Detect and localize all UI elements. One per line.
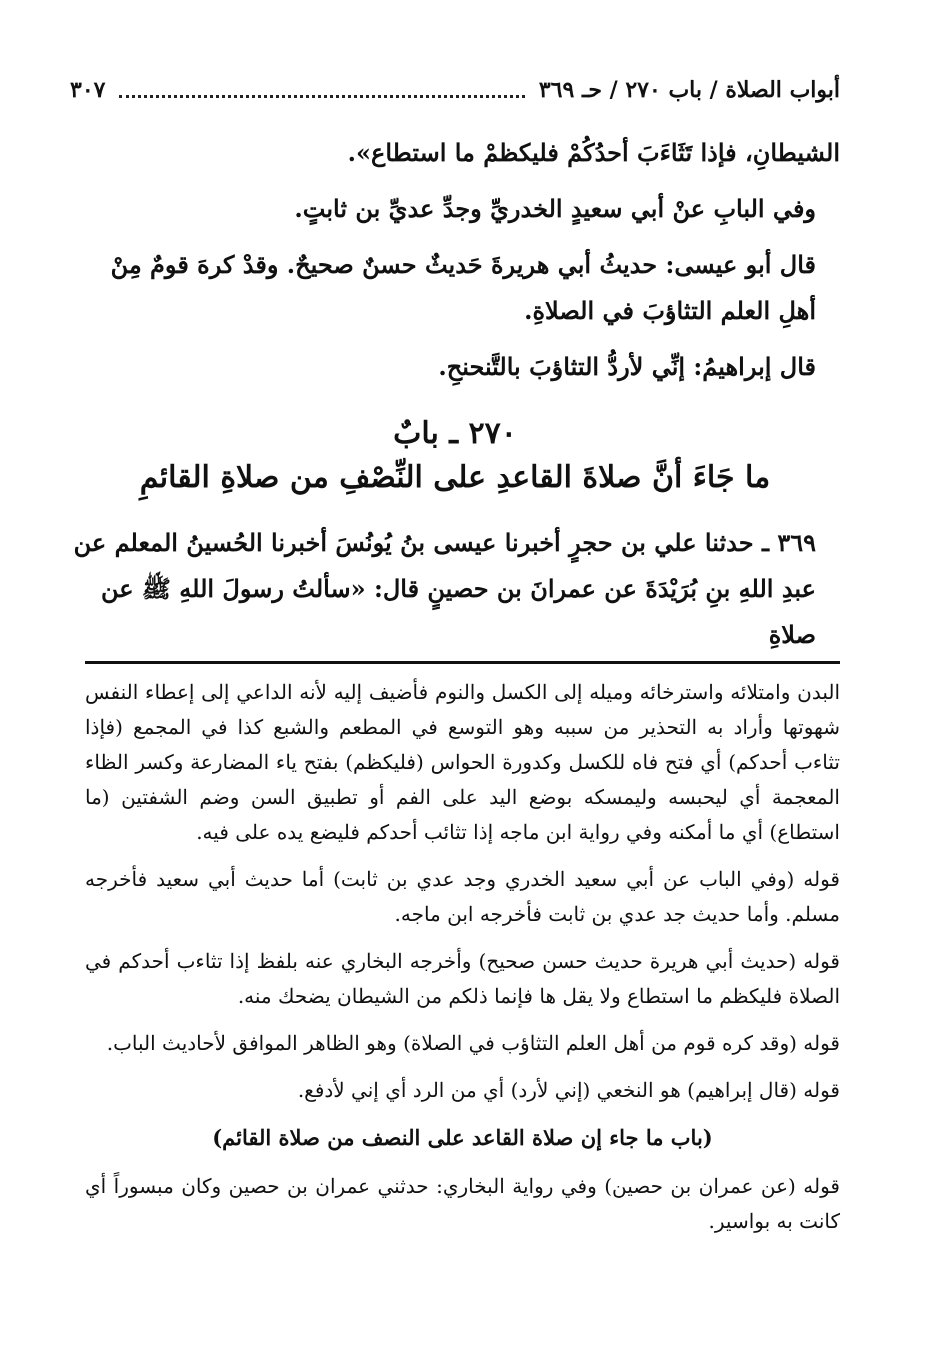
header-leader-dots <box>119 83 524 98</box>
main-paragraph-1: الشيطانِ، فإذا تَثَاءَبَ أحدُكُمْ فليكظمْ ما استطاع». <box>347 138 840 167</box>
commentary-paragraph-6: قوله (عن عمران بن حصين) وفي رواية البخاري: حدثني عمران بن حصين وكان مبسوراً أي كانت به بواسير. <box>85 1174 840 1233</box>
commentary-paragraph-1: البدن وامتلائه واسترخائه وميله إلى الكسل والنوم فأضيف إليه لأنه الداعي إلى إعطاء النفس شهوتها وأراد به التحذير من سببه وهو التوسع في المطعم والشبع كذا في المجمع (فإذا تثاءب أحدكم) أي فتح فاه للكسل وكدورة الحواس (فليكظم) بفتح ياء المضارعة وكسر الظاء المعجمة أي ليحبسه وليمسكه بوضع اليد على الفم أو تطبيق السن وضم الشفتين (ما استطاع) أي ما أمكنه وفي رواية ابن ماجه إذا تثائب أحدكم فليضع يده على فيه. <box>85 680 840 844</box>
commentary-paragraph-3: قوله (حديث أبي هريرة حديث حسن صحيح) وأخرجه البخاري عنه بلفظ إذا تثاءب أحدكم في الصلاة فليكظم ما استطاع ولا يقل ها فإنما ذلكم من الشيطان يضحك منه. <box>85 949 840 1008</box>
commentary-paragraph-4: قوله (وقد كره قوم من أهل العلم التثاؤب في الصلاة) وهو الظاهر الموافق لأحاديث الباب. <box>106 1031 840 1055</box>
running-title: أبواب الصلاة / باب ٢٧٠ / حـ ٣٦٩ <box>538 77 840 103</box>
chapter-title: ما جَاءَ أنَّ صلاةَ القاعدِ على النِّصْفِ من صلاةِ القائمِ <box>139 460 771 495</box>
commentary-subheading: (باب ما جاء إن صلاة القاعد على النصف من صلاة القائم) <box>212 1125 713 1150</box>
main-paragraph-3: قال أبو عيسى: حديثُ أبي هريرةَ حَديثٌ حسنٌ صحيحٌ. وقدْ كرهَ قومٌ مِنْ أهلِ العلم التثاؤبَ في الصلاةِ. <box>110 250 816 325</box>
main-paragraph-2: وفي البابِ عنْ أبي سعيدٍ الخدريِّ وجدِّ عديِّ بن ثابتٍ. <box>294 194 816 223</box>
footnote-divider <box>85 661 840 664</box>
commentary-paragraph-2: قوله (وفي الباب عن أبي سعيد الخدري وجد عدي بن ثابت) أما حديث أبي سعيد فأخرجه مسلم. وأما حديث جد عدي بن ثابت فأخرجه ابن ماجه. <box>85 867 840 926</box>
main-text <box>70 130 840 668</box>
main-paragraph-4: قال إبراهيمُ: إنِّي لأردُّ التثاؤبَ بالتَّنحنحِ. <box>438 352 816 381</box>
chapter-number: ٢٧٠ ـ بابٌ <box>393 416 517 451</box>
running-header <box>70 70 840 110</box>
commentary <box>85 675 840 1251</box>
page-number: ٣٠٧ <box>70 77 106 103</box>
commentary-paragraph-5: قوله (قال إبراهيم) هو النخعي (إني لأرد) أي من الرد أي إني لأدفع. <box>297 1078 840 1102</box>
hadith-paragraph: ٣٦٩ ـ حدثنا علي بن حجرٍ أخبرنا عيسى بنُ يُونُسَ أخبرنا الحُسينُ المعلم عن عبدِ اللهِ بنِ بُرَيْدَةَ عن عمرانَ بن حصينٍ قال: «سألتُ رسولَ اللهِ ﷺ عن صلاةِ <box>73 528 816 649</box>
